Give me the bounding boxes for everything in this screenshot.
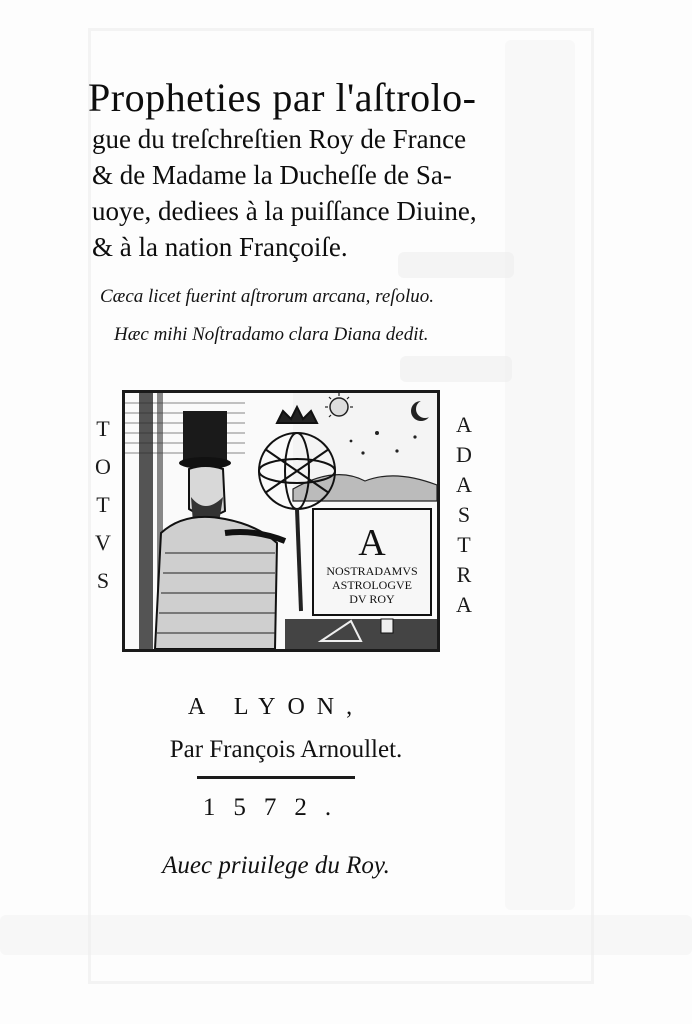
title-line-3: & de Madame la Ducheſſe de Sa- xyxy=(92,160,452,190)
left-banner-letter: V xyxy=(95,530,111,555)
right-banner-letter: T xyxy=(457,532,471,557)
astrologer-figure-icon xyxy=(155,411,285,649)
title-line-5: & à la nation Françoiſe. xyxy=(92,232,348,262)
left-banner-letter: O xyxy=(95,454,111,479)
inkwell-icon xyxy=(381,619,393,633)
plaque-line-1: NOSTRADAMVS xyxy=(326,564,418,578)
motto-line-2: Hæc mihi Noſtradamo clara Diana dedit. xyxy=(114,324,429,345)
left-banner-letter: T xyxy=(96,492,110,517)
left-banner xyxy=(88,410,118,600)
left-banner-letter: S xyxy=(96,568,110,593)
title-line-2: gue du treſchreſtien Roy de France xyxy=(92,124,467,154)
right-banner-letter: R xyxy=(456,562,472,587)
imprint-divider xyxy=(197,776,355,779)
right-banner-letter: A xyxy=(456,592,472,617)
astrologer-woodcut xyxy=(125,393,437,649)
imprint-year: 1572. xyxy=(202,794,350,821)
motto-line-1: Cæca licet fuerint aſtrorum arcana, reſoluo. xyxy=(100,286,435,307)
right-banner-letter: A xyxy=(456,472,472,497)
imprint-place: A LYON, xyxy=(187,694,365,720)
right-banner-letter: A xyxy=(456,412,472,437)
right-banner xyxy=(449,410,479,620)
title-line-1: Propheties par l'aſtrolo- xyxy=(88,75,477,120)
imprint-privilege: Auec priuilege du Roy. xyxy=(162,852,390,879)
woodcut-illustration xyxy=(122,390,440,652)
imprint-printer: Par François Arnoullet. xyxy=(169,736,403,763)
plaque-initial: A xyxy=(358,522,386,564)
title-line-4: uoye, dediees à la puiſſance Diuine, xyxy=(92,196,477,226)
plaque-line-3: DV ROY xyxy=(349,592,395,606)
right-banner-letter: S xyxy=(457,502,471,527)
plaque-line-2: ASTROLOGVE xyxy=(332,578,412,592)
left-banner-letter: T xyxy=(96,416,110,441)
right-banner-letter: D xyxy=(456,442,472,467)
